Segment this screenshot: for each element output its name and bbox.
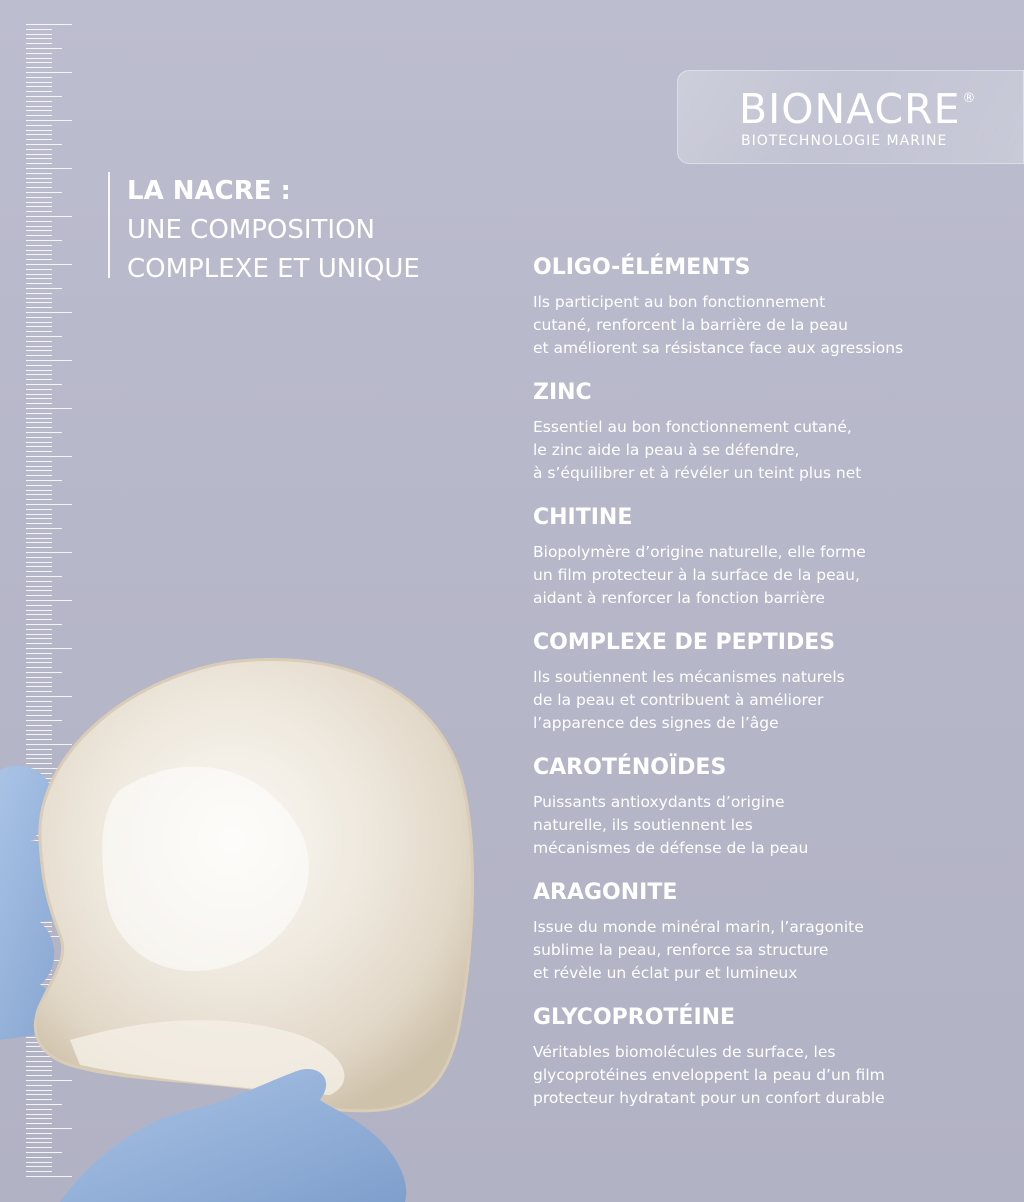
ruler-tick <box>26 365 52 366</box>
ruler-tick <box>26 197 52 198</box>
ruler-tick <box>26 557 52 558</box>
ruler-tick <box>26 293 52 294</box>
ruler-tick <box>26 331 52 332</box>
headline <box>108 172 420 284</box>
ruler-tick <box>26 86 52 87</box>
ruler-tick <box>26 490 52 491</box>
ruler-tick <box>26 235 52 236</box>
ruler-tick <box>26 48 62 49</box>
ruler-tick <box>26 403 52 404</box>
ruler-tick <box>26 269 52 270</box>
ruler-tick <box>26 619 52 620</box>
item-description-line: cutané, renforcent la barrière de la peau <box>533 316 848 334</box>
list-item <box>533 880 1013 985</box>
ruler-tick <box>26 566 52 567</box>
ruler-tick <box>26 466 52 467</box>
ruler-tick <box>26 312 72 313</box>
ruler-tick <box>26 259 52 260</box>
ruler-tick <box>26 379 52 380</box>
ruler-tick <box>26 427 52 428</box>
item-title: CAROTÉNOÏDES <box>533 755 727 780</box>
item-description-line: un film protecteur à la surface de la peau, <box>533 566 860 584</box>
ruler-tick <box>26 254 52 255</box>
headline-line-2: UNE COMPOSITION <box>127 215 376 245</box>
ruler-tick <box>26 590 52 591</box>
item-description-line: mécanismes de défense de la peau <box>533 839 809 857</box>
ruler-tick <box>26 34 52 35</box>
list-item <box>533 630 1013 735</box>
ruler-tick <box>26 422 52 423</box>
ruler-tick <box>26 307 52 308</box>
ruler-tick <box>26 634 52 635</box>
ruler-tick <box>26 226 52 227</box>
list-item <box>533 505 1013 610</box>
ruler-tick <box>26 494 52 495</box>
ruler-tick <box>26 62 52 63</box>
ruler-tick <box>26 418 52 419</box>
ruler-tick <box>26 432 62 433</box>
ruler-tick <box>26 139 52 140</box>
ruler-tick <box>26 533 52 534</box>
item-description-line: Issue du monde minéral marin, l’aragonite <box>533 918 864 936</box>
brand-tagline: BIOTECHNOLOGIE MARINE <box>741 133 948 149</box>
ruler-tick <box>26 77 52 78</box>
ruler-tick <box>26 552 72 553</box>
composition-list <box>533 255 1013 1130</box>
ruler-tick <box>26 370 52 371</box>
ruler-tick <box>26 346 52 347</box>
ruler-tick <box>26 211 52 212</box>
ruler-tick <box>26 168 72 169</box>
item-description-line: Ils participent au bon fonctionnement <box>533 293 826 311</box>
item-description-line: aidant à renforcer la fonction barrière <box>533 589 825 607</box>
ruler-tick <box>26 216 72 217</box>
list-item <box>533 1005 1013 1110</box>
ruler-tick <box>26 456 72 457</box>
ruler-tick <box>26 154 52 155</box>
ruler-tick <box>26 250 52 251</box>
ruler-tick <box>26 389 52 390</box>
list-item <box>533 255 1013 360</box>
ruler-tick <box>26 571 52 572</box>
ruler-tick <box>26 106 52 107</box>
ruler-tick <box>26 504 72 505</box>
ruler-tick <box>26 163 52 164</box>
ruler-tick <box>26 499 52 500</box>
ruler-tick <box>26 245 52 246</box>
item-description-line: glycoprotéines enveloppent la peau d’un film <box>533 1066 885 1084</box>
ruler-tick <box>26 230 52 231</box>
item-description-line: le zinc aide la peau à se défendre, <box>533 441 800 459</box>
ruler-tick <box>26 29 52 30</box>
ruler-tick <box>26 326 52 327</box>
ruler-tick <box>26 24 72 25</box>
item-title: ARAGONITE <box>533 880 678 905</box>
ruler-tick <box>26 547 52 548</box>
ruler-tick <box>26 442 52 443</box>
ruler-tick <box>26 182 52 183</box>
brand-name: BIONACRE <box>739 85 961 133</box>
ruler-tick <box>26 629 52 630</box>
ruler-tick <box>26 509 52 510</box>
ruler-tick <box>26 624 62 625</box>
ruler-tick <box>26 586 52 587</box>
ruler-tick <box>26 206 52 207</box>
item-description-line: Biopolymère d’origine naturelle, elle forme <box>533 543 866 561</box>
ruler-tick <box>26 355 52 356</box>
ruler-tick <box>26 576 62 577</box>
ruler-tick <box>26 115 52 116</box>
item-description-line: l’apparence des signes de l’âge <box>533 714 779 732</box>
ruler-tick <box>26 485 52 486</box>
ruler-tick <box>26 72 72 73</box>
ruler-tick <box>26 288 62 289</box>
ruler-tick <box>26 101 52 102</box>
ruler-tick <box>26 581 52 582</box>
ruler-tick <box>26 610 52 611</box>
ruler-tick <box>26 67 52 68</box>
ruler-tick <box>26 283 52 284</box>
ruler-tick <box>26 43 52 44</box>
ruler-tick <box>26 264 72 265</box>
ruler-tick <box>26 461 52 462</box>
ruler-tick <box>26 187 52 188</box>
ruler-tick <box>26 475 52 476</box>
list-item <box>533 380 1013 485</box>
ruler-tick <box>26 322 52 323</box>
ruler-tick <box>26 595 52 596</box>
ruler-tick <box>26 514 52 515</box>
ruler-tick <box>26 538 52 539</box>
ruler-tick <box>26 202 52 203</box>
ruler-tick <box>26 125 52 126</box>
ruler-tick <box>26 350 52 351</box>
item-title: GLYCOPROTÉINE <box>533 1005 736 1030</box>
ruler-tick <box>26 600 72 601</box>
list-item <box>533 755 1013 860</box>
item-description-line: Ils soutiennent les mécanismes naturels <box>533 668 845 686</box>
ruler-tick <box>26 192 62 193</box>
ruler-tick <box>26 384 62 385</box>
ruler-tick <box>26 173 52 174</box>
ruler-tick <box>26 398 52 399</box>
ruler-tick <box>26 274 52 275</box>
item-description-line: Essentiel au bon fonctionnement cutané, <box>533 418 852 436</box>
item-title: OLIGO-ÉLÉMENTS <box>533 255 751 280</box>
ruler-tick <box>26 120 72 121</box>
ruler-tick <box>26 408 72 409</box>
ruler-tick <box>26 302 52 303</box>
ruler-tick <box>26 144 62 145</box>
ruler-tick <box>26 374 52 375</box>
ruler-tick <box>26 437 52 438</box>
ruler-tick <box>26 413 52 414</box>
ruler-tick <box>26 158 52 159</box>
item-description-line: et améliorent sa résistance face aux agressions <box>533 339 904 357</box>
ruler-tick <box>26 518 52 519</box>
registered-mark: ® <box>962 91 977 106</box>
ruler-tick <box>26 562 52 563</box>
ruler-tick <box>26 134 52 135</box>
item-description-line: naturelle, ils soutiennent les <box>533 816 753 834</box>
item-description-line: de la peau et contribuent à améliorer <box>533 691 824 709</box>
ruler-tick <box>26 278 52 279</box>
ruler-tick <box>26 336 62 337</box>
ruler-tick <box>26 178 52 179</box>
item-title: COMPLEXE DE PEPTIDES <box>533 630 836 655</box>
ruler-tick <box>26 82 52 83</box>
ruler-tick <box>26 614 52 615</box>
ruler-tick <box>26 451 52 452</box>
nacre-shell-photo <box>0 640 520 1202</box>
headline-line-1: LA NACRE : <box>127 176 291 206</box>
ruler-tick <box>26 130 52 131</box>
item-title: CHITINE <box>533 505 633 530</box>
ruler-tick <box>26 240 62 241</box>
item-title: ZINC <box>533 380 592 405</box>
ruler-tick <box>26 38 52 39</box>
ruler-tick <box>26 110 52 111</box>
headline-line-3: COMPLEXE ET UNIQUE <box>127 254 420 284</box>
ruler-tick <box>26 221 52 222</box>
item-description-line: à s’équilibrer et à révéler un teint plus net <box>533 464 862 482</box>
ruler-tick <box>26 528 62 529</box>
ruler-tick <box>26 446 52 447</box>
ruler-tick <box>26 53 52 54</box>
ruler-tick <box>26 96 62 97</box>
ruler-tick <box>26 605 52 606</box>
ruler-tick <box>26 58 52 59</box>
item-description-line: Puissants antioxydants d’origine <box>533 793 785 811</box>
ruler-tick <box>26 480 62 481</box>
ruler-tick <box>26 360 72 361</box>
ruler-tick <box>26 394 52 395</box>
ruler-tick <box>26 91 52 92</box>
ruler-tick <box>26 470 52 471</box>
ruler-tick <box>26 542 52 543</box>
item-description-line: sublime la peau, renforce sa structure <box>533 941 829 959</box>
item-description-line: Véritables biomolécules de surface, les <box>533 1043 836 1061</box>
item-description-line: protecteur hydratant pour un confort durable <box>533 1089 885 1107</box>
ruler-tick <box>26 149 52 150</box>
ruler-tick <box>26 523 52 524</box>
ruler-tick <box>26 298 52 299</box>
brand-logo <box>677 70 1024 164</box>
item-description-line: et révèle un éclat pur et lumineux <box>533 964 798 982</box>
ruler-tick <box>26 341 52 342</box>
ruler-tick <box>26 317 52 318</box>
